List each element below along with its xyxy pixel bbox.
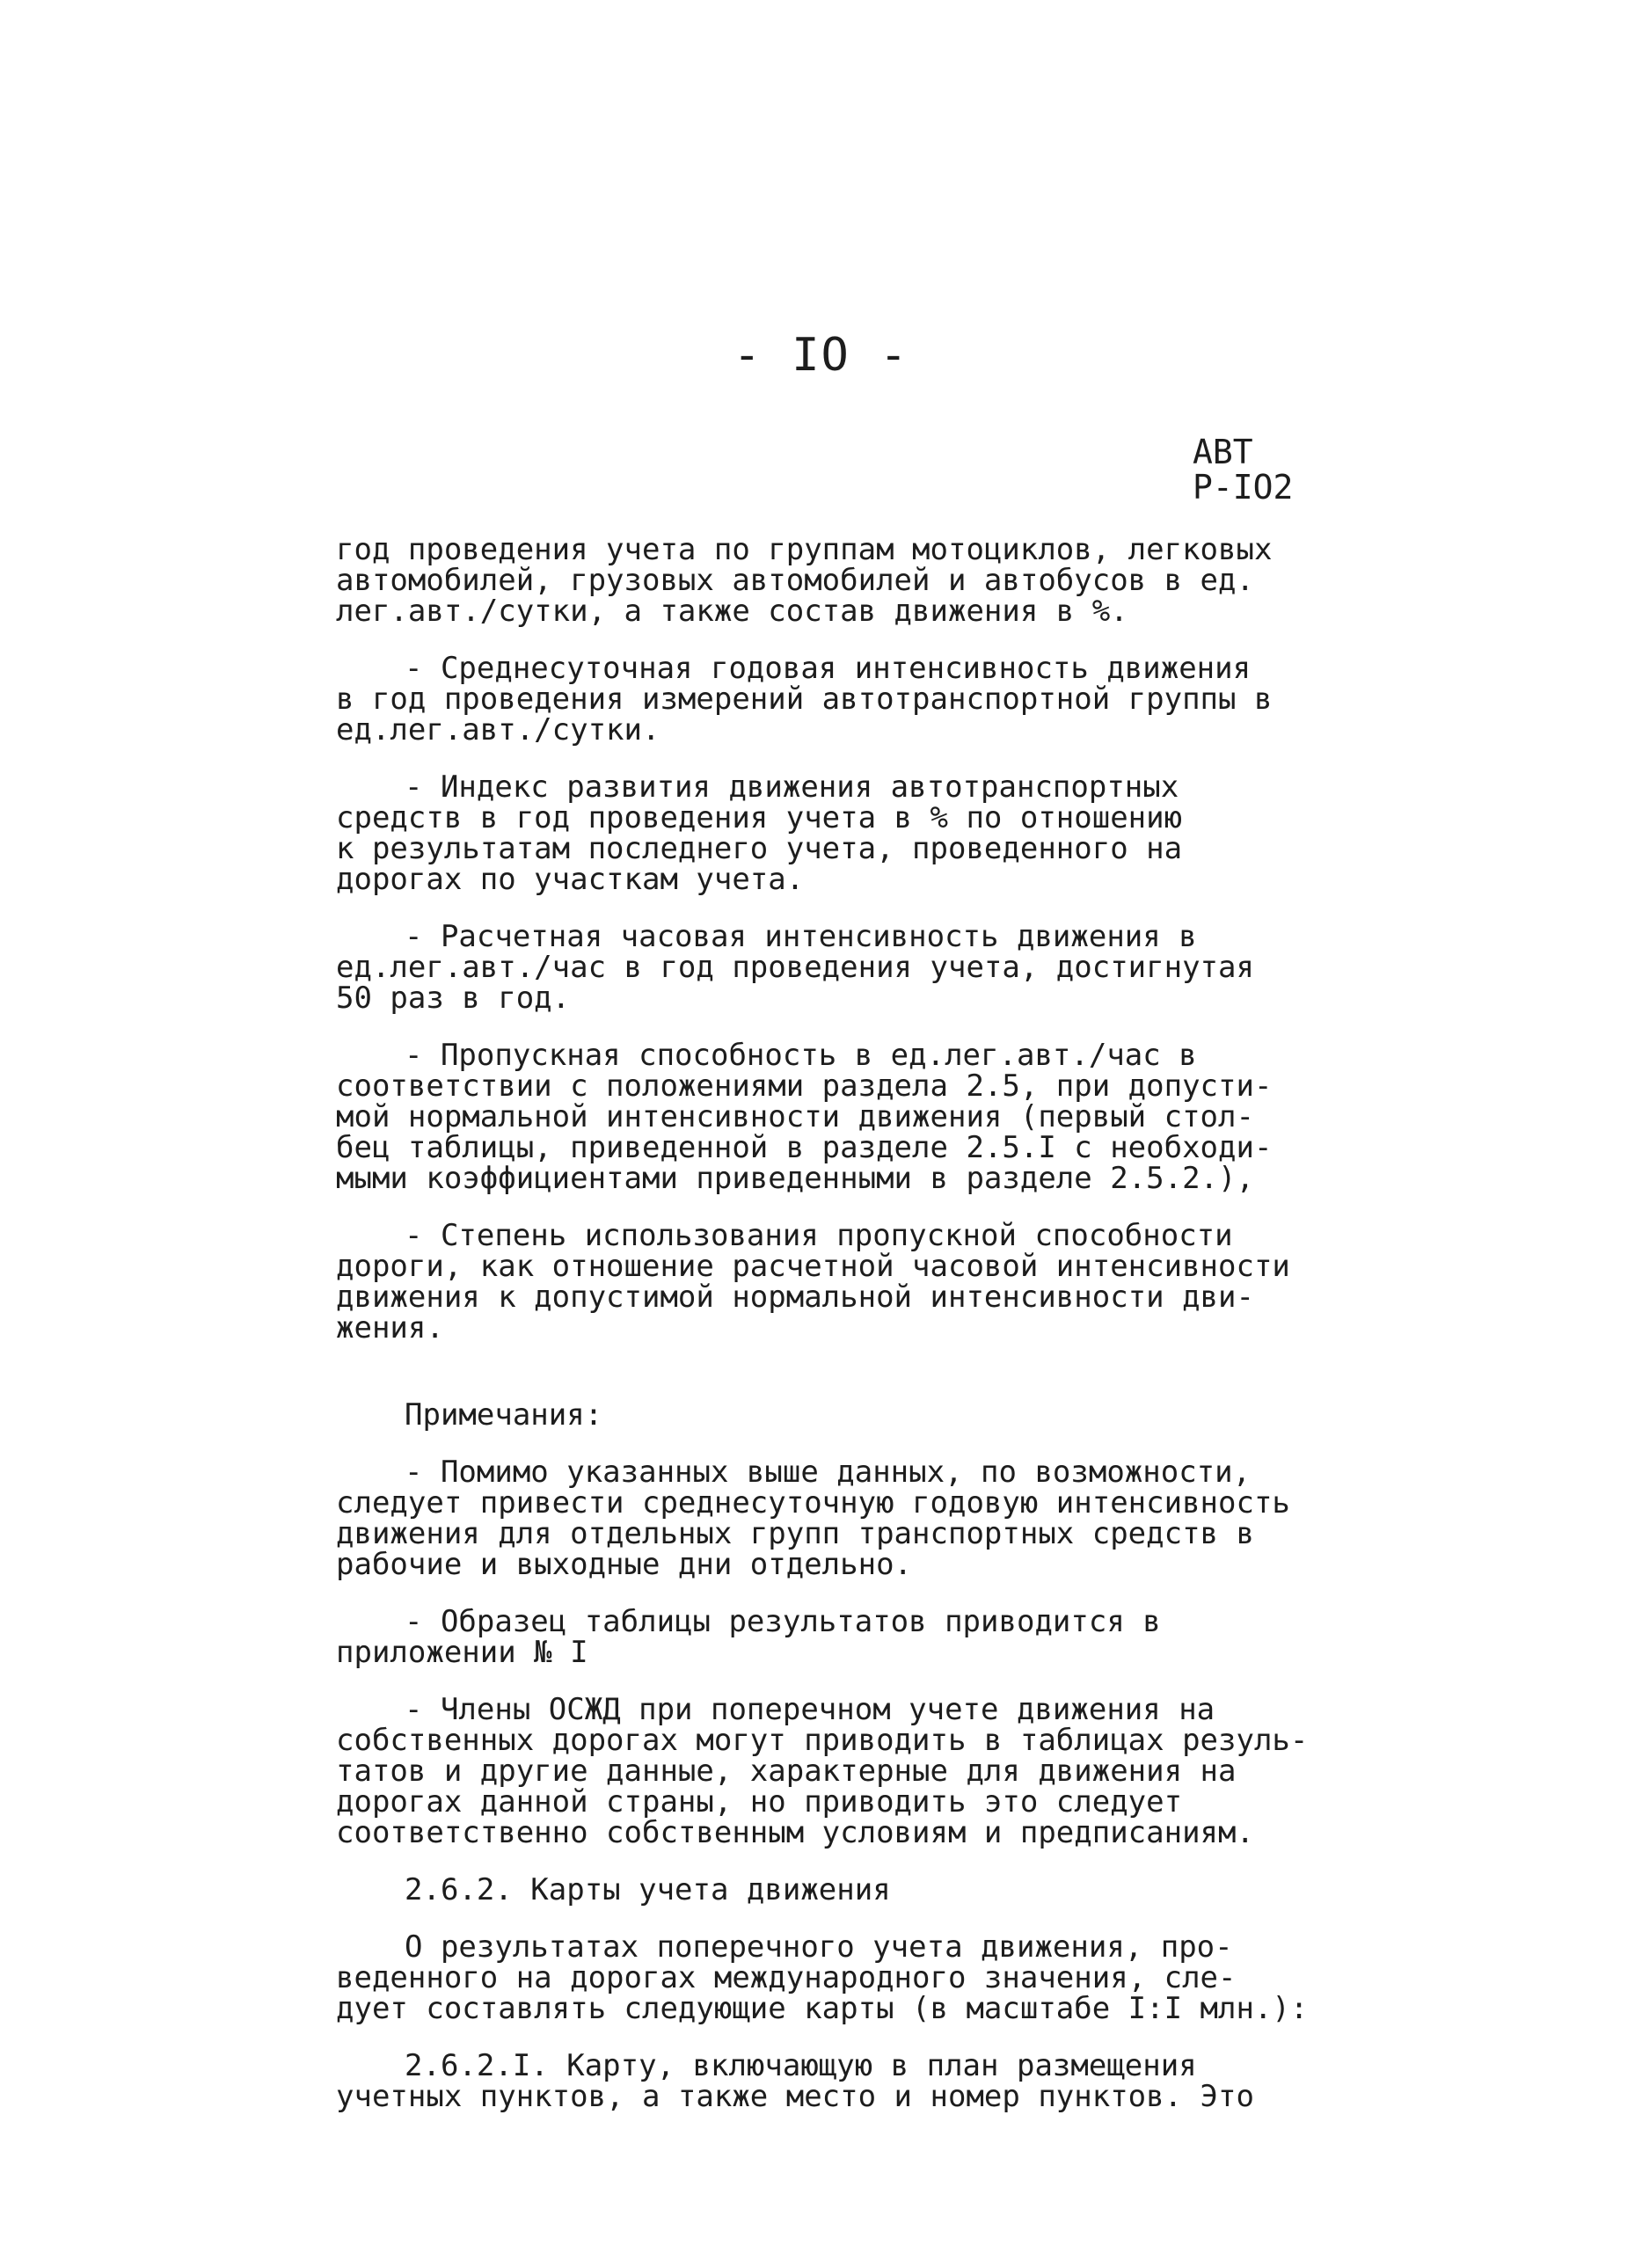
- text-line: Примечания:: [405, 1397, 603, 1433]
- paragraph-gap: [336, 627, 1339, 653]
- paragraph: [336, 1692, 1339, 1850]
- text-line: веденного на дорогах международного значения, сле-: [336, 1960, 1237, 1995]
- paragraph: [336, 1040, 1339, 1194]
- paragraph-gap: [336, 1849, 1339, 1875]
- paragraph: [336, 1872, 1339, 1907]
- paragraph-gap: [336, 1344, 1339, 1400]
- text-line: следует привести среднесуточную годовую интенсивность: [336, 1485, 1290, 1521]
- paragraph-gap: [336, 895, 1339, 922]
- paragraph-gap: [336, 1580, 1339, 1607]
- text-line: соответствии с положениями раздела 2.5, при допусти-: [336, 1068, 1273, 1104]
- text-line: О результатах поперечного учета движения, про-: [405, 1929, 1233, 1965]
- text-line: - Помимо указанных выше данных, по возможности,: [405, 1455, 1252, 1490]
- text-line: собственных дорогах могут приводить в таблицах резуль-: [336, 1723, 1309, 1758]
- text-line: соответственно собственным условиям и предписаниям.: [336, 1815, 1254, 1850]
- paragraph: [336, 1604, 1339, 1670]
- text-line: бец таблицы, приведенной в разделе 2.5.I с необходи-: [336, 1130, 1273, 1165]
- paragraph-gap: [336, 1668, 1339, 1695]
- page-number: - IO -: [733, 329, 909, 382]
- paragraph: [336, 1397, 1339, 1433]
- text-line: 2.6.2. Карты учета движения: [405, 1872, 891, 1907]
- paragraph-gap: [336, 2024, 1339, 2051]
- text-line: дует составлять следующие карты (в масштабе I:I млн.):: [336, 1991, 1309, 2026]
- text-line: к результатам последнего учета, проведенного на: [336, 831, 1183, 866]
- text-line: - Среднесуточная годовая интенсивность движения: [405, 651, 1252, 686]
- text-line: дорогах по участкам учета.: [336, 862, 805, 897]
- text-line: движения для отдельных групп транспортных средств в: [336, 1516, 1254, 1551]
- paragraph: [336, 532, 1339, 629]
- body-text: [336, 532, 1339, 2114]
- text-line: - Индекс развития движения автотранспортных: [405, 769, 1179, 805]
- text-line: 2.6.2.I. Карту, включающую в план размещения: [405, 2048, 1197, 2083]
- text-line: - Расчетная часовая интенсивность движения в: [405, 919, 1197, 954]
- paragraph: [336, 2048, 1339, 2114]
- paragraph: [336, 919, 1339, 1016]
- paragraph-gap: [336, 746, 1339, 772]
- paragraph: [336, 1218, 1339, 1345]
- text-line: дорогах данной страны, но приводить это следует: [336, 1784, 1183, 1820]
- document-code-line: Р-IО2: [1193, 468, 1294, 507]
- text-line: - Члены ОСЖД при поперечном учете движения на: [405, 1692, 1215, 1727]
- paragraph: [336, 769, 1339, 897]
- paragraph: [336, 653, 1339, 746]
- text-line: автомобилей, грузовых автомобилей и автобусов в ед.: [336, 563, 1254, 598]
- paragraph-gap: [336, 1014, 1339, 1040]
- text-line: рабочие и выходные дни отдельно.: [336, 1547, 913, 1582]
- text-line: приложении № I: [336, 1635, 588, 1670]
- text-line: дороги, как отношение расчетной часовой интенсивности: [336, 1249, 1290, 1284]
- paragraph-gap: [336, 1194, 1339, 1221]
- text-line: 50 раз в год.: [336, 981, 571, 1016]
- text-line: - Образец таблицы результатов приводится в: [405, 1604, 1161, 1639]
- text-line: мой нормальной интенсивности движения (первый стол-: [336, 1099, 1254, 1134]
- text-line: - Степень использования пропускной способности: [405, 1218, 1233, 1253]
- paragraph-gap: [336, 1431, 1339, 1457]
- text-line: ед.лег.авт./час в год проведения учета, достигнутая: [336, 950, 1254, 985]
- paragraph: [336, 1457, 1339, 1580]
- paragraph-gap: [336, 1906, 1339, 1932]
- text-line: год проведения учета по группам мотоциклов, легковых: [336, 532, 1273, 567]
- text-line: учетных пунктов, а также место и номер пунктов. Это: [336, 2079, 1254, 2114]
- text-line: - Пропускная способность в ед.лег.авт./час в: [405, 1038, 1197, 1073]
- text-line: ед.лег.авт./сутки.: [336, 712, 660, 747]
- text-line: татов и другие данные, характерные для движения на: [336, 1754, 1237, 1789]
- document-code: [1193, 434, 1293, 505]
- paragraph: [336, 1929, 1339, 2026]
- text-line: движения к допустимой нормальной интенсивности дви-: [336, 1280, 1254, 1315]
- text-line: мыми коэффициентами приведенными в разделе 2.5.2.),: [336, 1161, 1254, 1196]
- document-code-line: АВТ: [1193, 433, 1253, 471]
- text-line: в год проведения измерений автотранспортной группы в: [336, 682, 1273, 717]
- text-line: лег.авт./сутки, а также состав движения в %.: [336, 594, 1128, 629]
- text-line: жения.: [336, 1310, 444, 1345]
- text-line: средств в год проведения учета в % по отношению: [336, 800, 1183, 835]
